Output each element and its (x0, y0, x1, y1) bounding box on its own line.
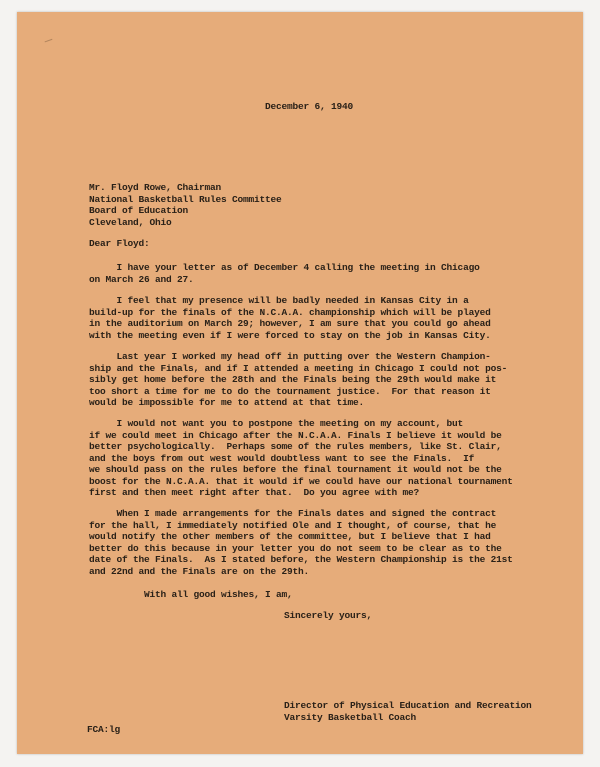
body-line: better do this because in your letter you do not seem to be clear as to the (89, 542, 502, 554)
closing-line: With all good wishes, I am, (144, 589, 293, 600)
signature-line: Varsity Basketball Coach (284, 711, 417, 723)
body-line: too short a time for me to do the tournament justice. For that reason it (89, 385, 491, 397)
pencil-mark (45, 39, 54, 45)
body-line: and the boys from out west would doubtless want to see the Finals. If (89, 452, 475, 464)
body-paragraph-1 (89, 262, 480, 285)
body-paragraph-5 (89, 508, 513, 577)
body-line: Last year I worked my head off in putting over the Western Champion- (89, 351, 491, 362)
letter-sheet (17, 12, 583, 754)
signature-block (284, 700, 532, 723)
body-line: better psychologically. Perhaps some of the rules members, like St. Clair, (89, 441, 502, 452)
salutation: Dear Floyd: (89, 238, 150, 249)
body-line: boost for the N.C.A.A. that it would if we could have our national tournament (89, 475, 513, 487)
body-line: would be impossible for me to attend at that time. (89, 397, 365, 408)
complimentary-close: Sincerely yours, (284, 610, 373, 621)
body-line: date of the Finals. As I stated before, the Western Championship is the 21st (89, 554, 513, 565)
body-paragraph-4 (89, 418, 513, 499)
address-line: Mr. Floyd Rowe, Chairman (89, 182, 222, 193)
body-line: and 22nd and the Finals are on the 29th. (89, 565, 310, 577)
body-line: we should pass on the rules before the final tournament it would not be the (89, 464, 502, 475)
address-line: Cleveland, Ohio (89, 216, 172, 228)
body-line: When I made arrangements for the Finals dates and signed the contract (89, 508, 497, 519)
body-line: sibly get home before the 28th and the Finals being the 29th would make it (89, 374, 497, 385)
address-line: Board of Education (89, 205, 189, 216)
body-line: would notify the other members of the committee, but I believe that I had (89, 531, 491, 542)
reference-initials: FCA:lg (87, 724, 121, 735)
body-line: with the meeting even if I were forced to stay on the job in Kansas City. (89, 329, 491, 341)
body-line: ship and the Finals, and if I attended a meeting in Chicago I could not pos- (89, 362, 508, 374)
body-line: if we could meet in Chicago after the N.C.A.A. Finals I believe it would be (89, 429, 502, 441)
body-line: I have your letter as of December 4 calling the meeting in Chicago (89, 262, 480, 273)
body-line: for the hall, I immediately notified Ole and I thought, of course, that he (89, 519, 497, 531)
body-line: in the auditorium on March 29; however, I am sure that you could go ahead (89, 318, 491, 329)
body-line: I would not want you to postpone the meeting on my account, but (89, 418, 464, 429)
body-line: build-up for the finals of the N.C.A.A. championship which will be played (89, 306, 491, 318)
body-paragraph-2 (89, 295, 491, 341)
address-line: National Basketball Rules Committee (89, 193, 282, 205)
body-paragraph-3 (89, 351, 507, 409)
body-line: on March 26 and 27. (89, 273, 194, 285)
signature-line: Director of Physical Education and Recreation (284, 700, 532, 711)
letter-date: December 6, 1940 (265, 101, 354, 112)
body-line: first and then meet right after that. Do you agree with me? (89, 487, 420, 498)
body-line: I feel that my presence will be badly needed in Kansas City in a (89, 295, 469, 306)
inside-address (89, 182, 282, 228)
